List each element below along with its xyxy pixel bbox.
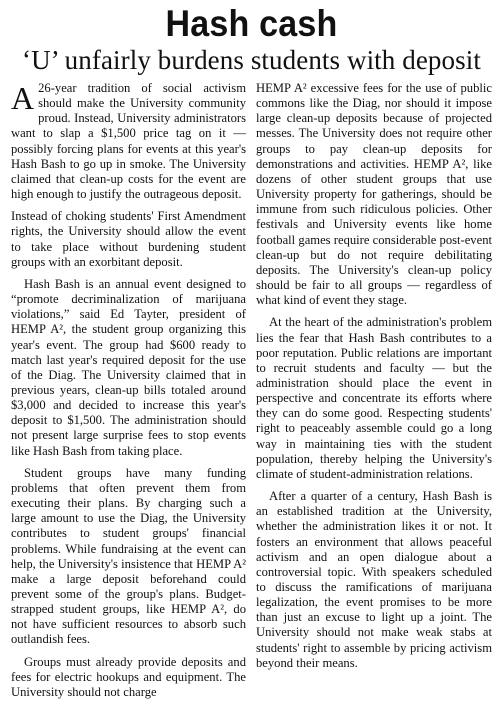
paragraph-6: At the heart of the administration's problem lies the fear that Hash Bash contributes to a poor reputation. Public relations are important to recruit students and faculty — but the administration should place the event in perspective and concentrate its efforts where they can do some good. Respecting students' right to peaceably assemble could go a long way in maintaining ties with the student population, thereby helping the University's climate of student-administration relations. xyxy=(256,315,492,481)
paragraph-5: Groups must already provide deposits and fees for electric hookups and equipment. The University should not charge xyxy=(11,654,246,699)
paragraph-4: Student groups have many funding problems that often prevent them from executing their plans. By charging such a large amount to use the Diag, the University contributes to student groups' financial problems. While fundraising at the event can help, the University's insistence that HEMP A² make a large deposit beforehand could prevent some of the group's plans. Budget-strapped student groups, like HEMP A², do not have sufficient resources to absorb such outlandish fees. xyxy=(11,465,246,647)
right-column xyxy=(256,81,492,700)
left-column xyxy=(11,81,246,700)
paragraph-7: After a quarter of a century, Hash Bash is an established tradition at the University, whether the administration likes it or not. It fosters an environment that allows peaceful activism and an open dialogue about a controversial topic. With speakers scheduled to discuss the ramifications of marijuana legalization, the event promises to be more than just an excuse to light up a joint. The University should not make weak stabs at students' right to assemble by pricing activism beyond their means. xyxy=(256,489,492,670)
paragraph-1-text: 26-year tradition of social activism should make the University community proud. Instead, University administrators want to slap a $1,500 price tag on it — possibly forcing plans for events at this year's Hash Bash to go up in smoke. The University claimed that clean-up costs for the event are high enough to justify the outrageous deposit. xyxy=(11,81,246,202)
paragraph-1 xyxy=(11,81,246,202)
article-body xyxy=(11,81,492,700)
paragraph-2: Instead of choking students' First Amendment rights, the University should allow the event to take place without burdening student groups with an exorbitant deposit. xyxy=(11,209,246,269)
drop-cap: A xyxy=(11,80,35,116)
deck-subheadline: ‘U’ unfairly burdens students with deposit xyxy=(22,45,481,75)
paragraph-5-continued: HEMP A² excessive fees for the use of public commons like the Diag, nor should it impose large clean-up deposits because of projected messes. The University does not require other groups to pay clean-up deposits for demonstrations and activities. HEMP A², like dozens of other student groups that use University property for gatherings, should be immune from such ridiculous policies. Other festivals and University events like home football games require considerable post-event clean-up but do not require debilitating deposits. The University's clean-up policy should be fair to all groups — regardless of what kind of event they stage. xyxy=(256,81,492,308)
headline: Hash cash xyxy=(165,3,338,44)
paragraph-3: Hash Bash is an annual event designed to “promote decriminalization of marijuana violations,” said Ed Tayter, president of HEMP A², the student group organizing this year's event. The group had $600 ready to match last year's required deposit for the use of the Diag. The University claimed that in previous years, clean-up bills totaled around $3,000 and decided to increase this year's deposit to $1,500. The administration should not present large surprise fees to stop events like Hash Bash from taking place. xyxy=(11,276,246,458)
